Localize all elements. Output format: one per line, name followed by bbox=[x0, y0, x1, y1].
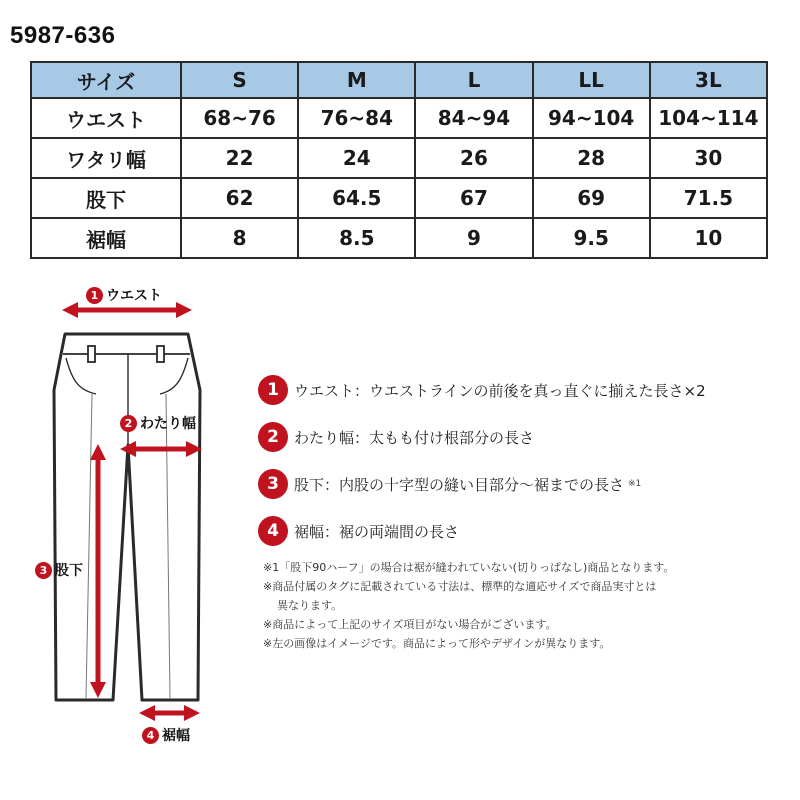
table-cell: 68~76 bbox=[181, 98, 298, 138]
note: ※左の画像はイメージです。商品によって形やデザインが異なります。 bbox=[263, 637, 611, 650]
table-row bbox=[31, 178, 767, 218]
row-label: 股下 bbox=[31, 178, 181, 218]
row-label: ワタリ幅 bbox=[31, 138, 181, 178]
header-cell: L bbox=[415, 62, 532, 98]
table-cell: 84~94 bbox=[415, 98, 532, 138]
table-cell: 67 bbox=[415, 178, 532, 218]
header-cell: LL bbox=[533, 62, 650, 98]
legend-item bbox=[258, 513, 788, 549]
number-badge: 1 bbox=[86, 287, 103, 304]
row-label: ウエスト bbox=[31, 98, 181, 138]
table-cell: 30 bbox=[650, 138, 767, 178]
table-cell: 8.5 bbox=[298, 218, 415, 258]
table-cell: 10 bbox=[650, 218, 767, 258]
number-badge: 2 bbox=[258, 422, 288, 452]
table-row bbox=[31, 138, 767, 178]
table-cell: 104~114 bbox=[650, 98, 767, 138]
table-row bbox=[31, 218, 767, 258]
legend-item bbox=[258, 372, 788, 408]
note: ※商品によって上記のサイズ項目がない場合がございます。 bbox=[263, 618, 557, 631]
legend-text: ウエスト：ウエストラインの前後を真っ直ぐに揃えた長さ×2 bbox=[294, 381, 706, 400]
legend-item bbox=[258, 419, 788, 455]
thigh-label bbox=[120, 413, 196, 433]
inseam-label bbox=[35, 560, 83, 580]
table-cell: 26 bbox=[415, 138, 532, 178]
size-table-header-row bbox=[31, 62, 767, 98]
pants-outline bbox=[54, 334, 200, 700]
header-cell: 3L bbox=[650, 62, 767, 98]
size-table bbox=[30, 61, 768, 259]
table-cell: 24 bbox=[298, 138, 415, 178]
table-row bbox=[31, 98, 767, 138]
table-cell: 28 bbox=[533, 138, 650, 178]
number-badge: 3 bbox=[258, 469, 288, 499]
hem-label bbox=[142, 725, 190, 745]
header-cell: サイズ bbox=[31, 62, 181, 98]
table-cell: 62 bbox=[181, 178, 298, 218]
note: ※1「股下90ハーフ」の場合は裾が縫われていない(切りっぱなし)商品となります。 bbox=[263, 561, 675, 574]
number-badge: 4 bbox=[142, 727, 159, 744]
number-badge: 4 bbox=[258, 516, 288, 546]
table-cell: 76~84 bbox=[298, 98, 415, 138]
legend-text: 股下：内股の十字型の縫い目部分～裾までの長さ bbox=[294, 475, 625, 494]
table-cell: 64.5 bbox=[298, 178, 415, 218]
notes bbox=[263, 558, 793, 653]
table-cell: 8 bbox=[181, 218, 298, 258]
legend-text: 裾幅：裾の両端間の長さ bbox=[294, 522, 460, 541]
number-badge: 3 bbox=[35, 562, 52, 579]
inseam-label-text: 股下 bbox=[55, 563, 83, 579]
number-badge: 2 bbox=[120, 415, 137, 432]
footnote-mark: ※1 bbox=[628, 479, 642, 489]
pants-diagram bbox=[0, 270, 240, 790]
waist-label bbox=[86, 285, 162, 305]
table-cell: 9 bbox=[415, 218, 532, 258]
waist-label-text: ウエスト bbox=[106, 288, 162, 304]
table-cell: 9.5 bbox=[533, 218, 650, 258]
table-cell: 69 bbox=[533, 178, 650, 218]
header-cell: S bbox=[181, 62, 298, 98]
product-code: 5987-636 bbox=[10, 22, 116, 49]
legend-item bbox=[258, 466, 788, 502]
hem-label-text: 裾幅 bbox=[162, 728, 190, 744]
thigh-label-text: わたり幅 bbox=[140, 416, 196, 432]
pants-illustration bbox=[0, 270, 240, 790]
measurement-legend bbox=[258, 372, 788, 560]
header-cell: M bbox=[298, 62, 415, 98]
row-label: 裾幅 bbox=[31, 218, 181, 258]
table-cell: 94~104 bbox=[533, 98, 650, 138]
table-cell: 71.5 bbox=[650, 178, 767, 218]
legend-text: わたり幅：太もも付け根部分の長さ bbox=[294, 428, 535, 447]
number-badge: 1 bbox=[258, 375, 288, 405]
table-cell: 22 bbox=[181, 138, 298, 178]
note: ※商品付属のタグに記載されている寸法は、標準的な適応サイズで商品実寸とは bbox=[263, 580, 657, 593]
note: 異なります。 bbox=[277, 599, 343, 612]
